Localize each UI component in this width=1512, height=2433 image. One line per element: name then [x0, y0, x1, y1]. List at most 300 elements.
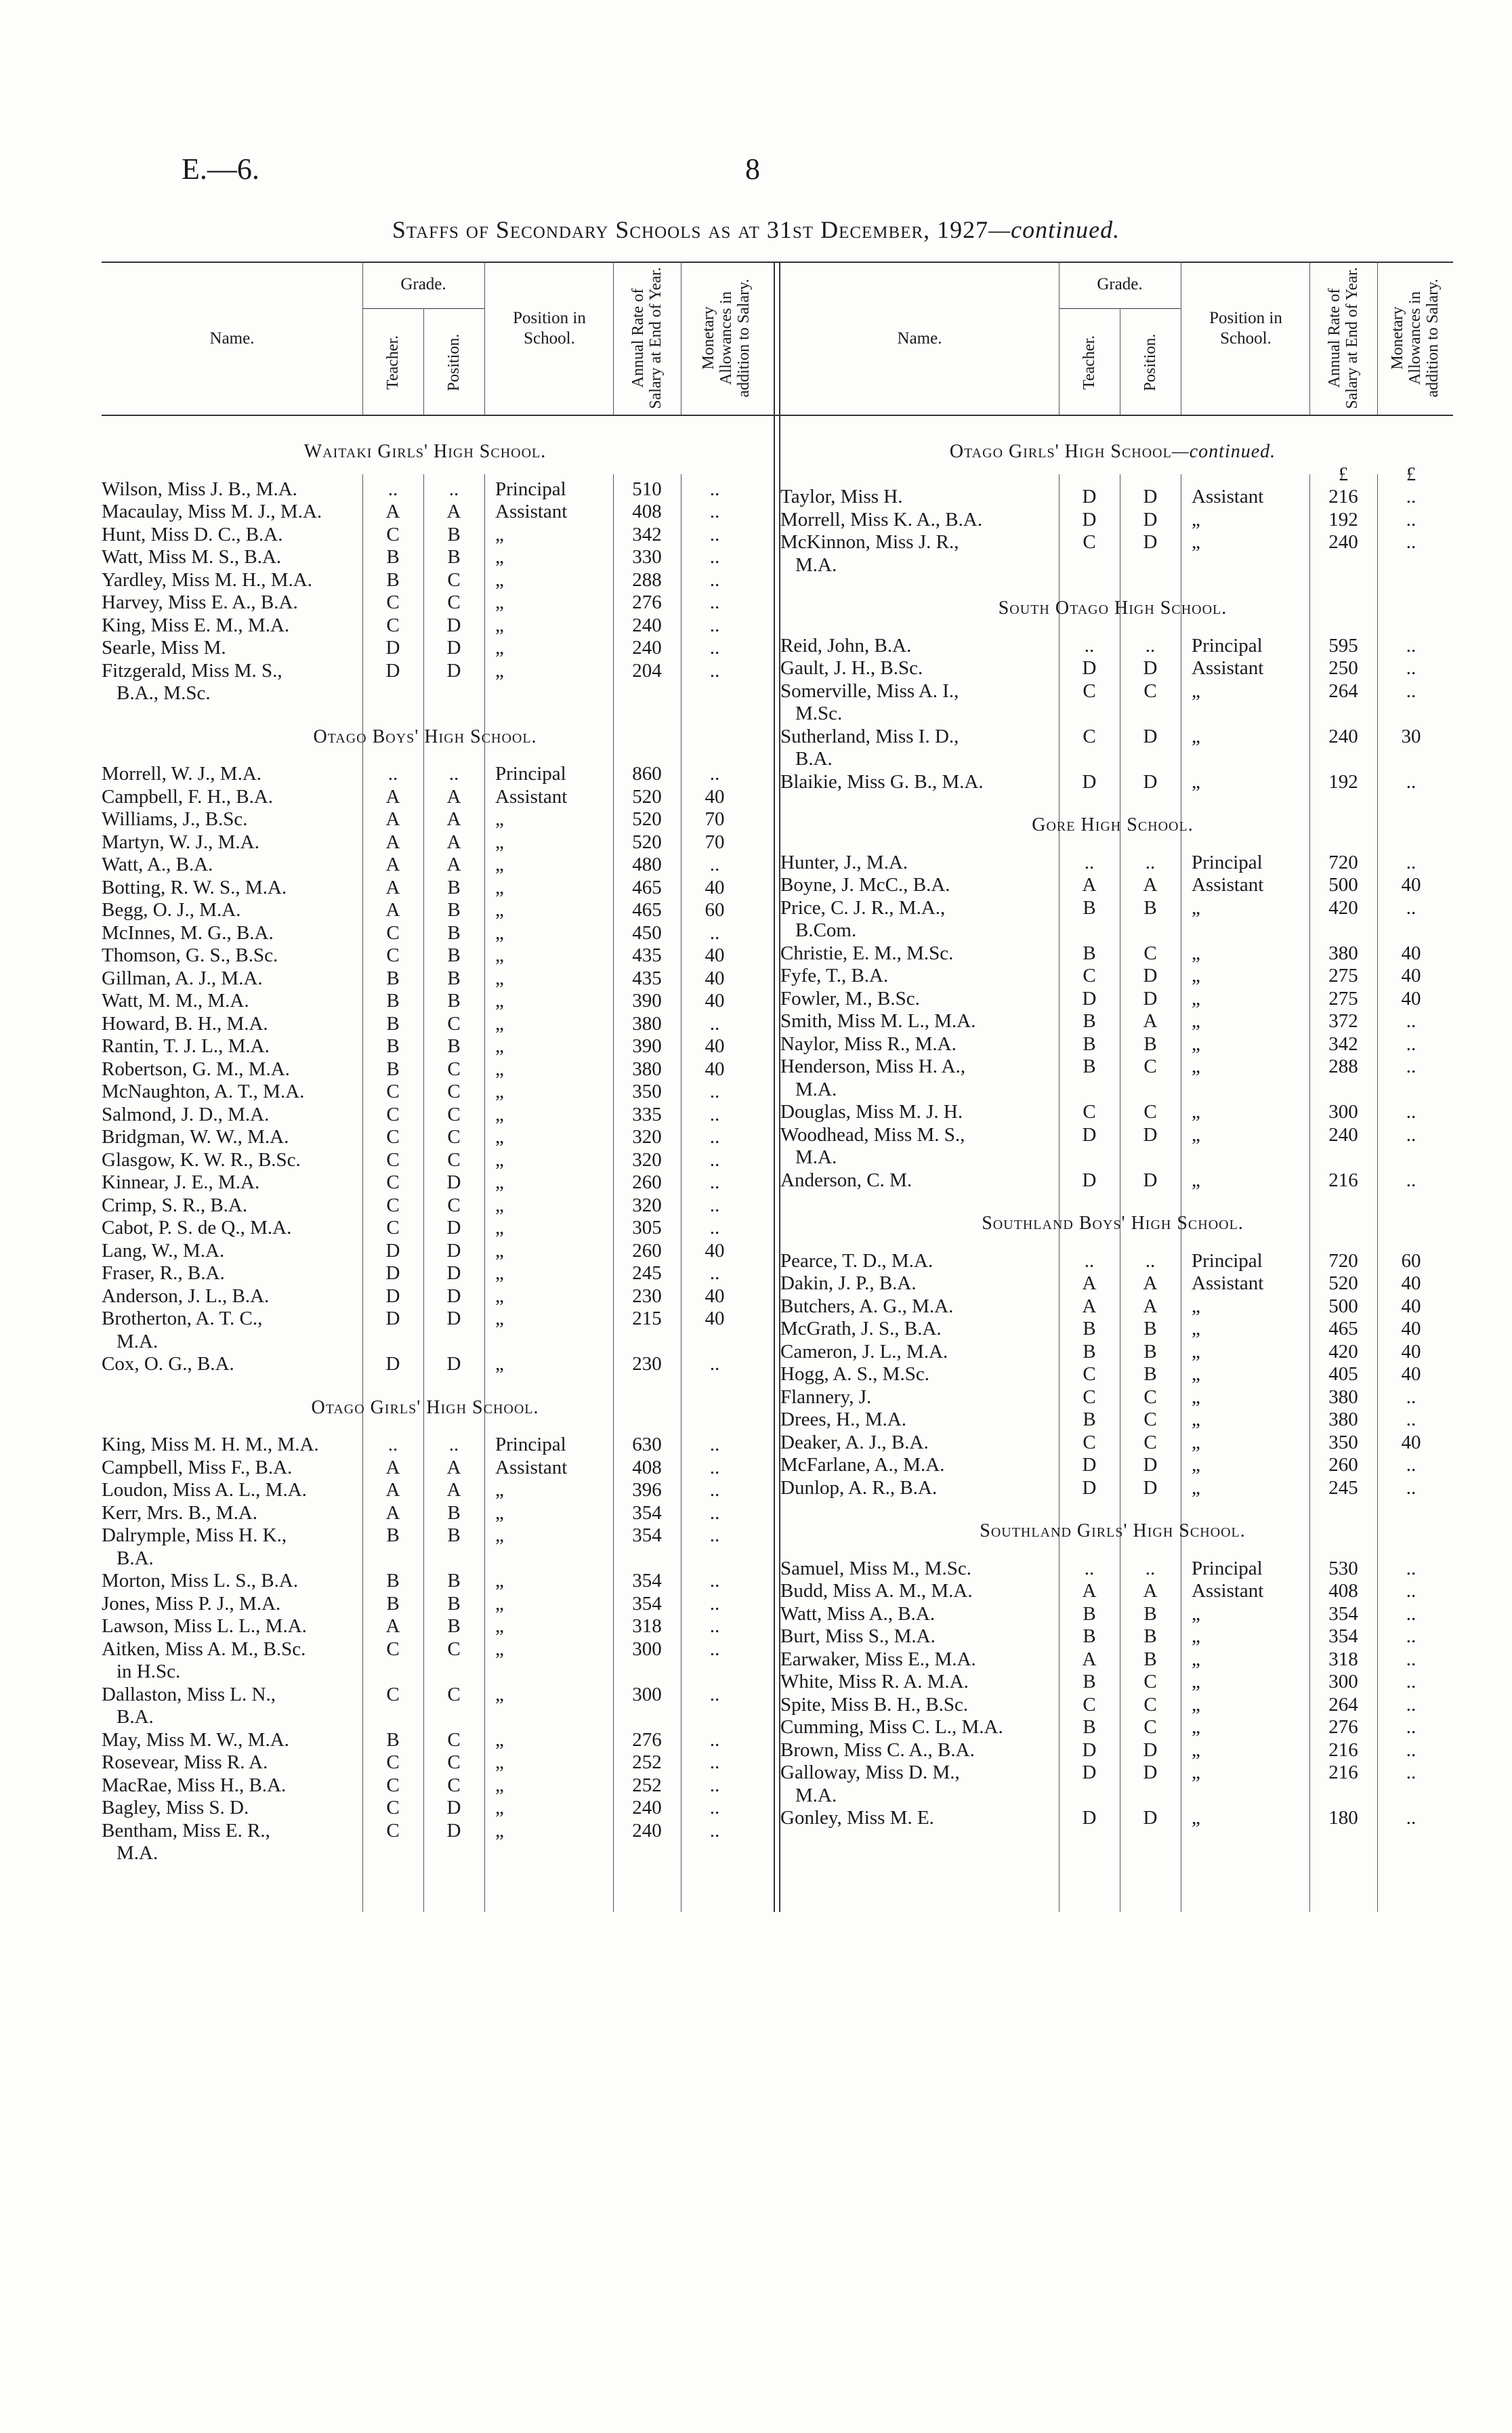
position-grade: A: [446, 785, 461, 808]
annual-salary: 860: [632, 763, 662, 785]
position-grade: D: [446, 1262, 461, 1284]
annual-salary: 720: [1328, 1249, 1358, 1272]
table-row: [102, 1751, 779, 1774]
table-row: [780, 1386, 1458, 1409]
monetary-allowance: ..: [1406, 1807, 1416, 1829]
table-row: [780, 1558, 1458, 1581]
annual-salary: 275: [1328, 965, 1358, 986]
teacher-grade: C: [1083, 1386, 1096, 1408]
table-row: [780, 726, 1458, 771]
position-grade: C: [447, 1058, 461, 1080]
monetary-allowance: 40: [705, 1285, 725, 1307]
teacher-grade: C: [1083, 531, 1096, 553]
staff-name: [780, 1432, 1059, 1455]
position-grade: D: [1143, 1762, 1158, 1783]
monetary-allowance: ..: [709, 1194, 720, 1216]
monetary-allowance: ..: [709, 591, 720, 613]
position-in-school: Assistant: [495, 501, 568, 522]
monetary-allowance: ..: [1406, 1671, 1416, 1692]
position-in-school: „: [1192, 1409, 1200, 1430]
position-in-school: „: [1192, 1169, 1200, 1191]
staff-name: [102, 1684, 362, 1729]
monetary-allowance: ..: [1406, 1762, 1416, 1783]
staff-name: [102, 1194, 362, 1218]
school-heading-text: Waitaki Girls' High School.: [303, 441, 547, 462]
teacher-grade: B: [386, 546, 400, 568]
staff-name: [780, 1386, 1059, 1409]
annual-salary: 276: [632, 591, 662, 613]
staff-name: [102, 501, 362, 524]
staff-name: [780, 1477, 1059, 1500]
school-heading-text: Otago Boys' High School.: [313, 726, 537, 747]
staff-name-line: Flannery, J.: [780, 1386, 872, 1408]
teacher-grade: D: [1082, 770, 1097, 793]
table-row: [102, 1308, 779, 1353]
staff-name-continued: B.A.: [117, 1706, 154, 1728]
annual-salary: 320: [632, 1148, 662, 1171]
teacher-grade: D: [385, 1308, 400, 1329]
teacher-grade: A: [385, 831, 400, 853]
position-grade: ..: [448, 763, 459, 785]
position-in-school: Principal: [1192, 634, 1263, 657]
position-grade: C: [1143, 1101, 1157, 1123]
teacher-grade: B: [386, 1035, 400, 1057]
table-row: [102, 786, 779, 809]
section-spacer: [102, 1419, 779, 1434]
teacher-grade: B: [1083, 1716, 1096, 1738]
annual-salary: 408: [632, 1456, 662, 1478]
annual-salary: 350: [1328, 1431, 1358, 1453]
teacher-grade: B: [386, 1728, 400, 1751]
staff-name-line: Fyfe, T., B.A.: [780, 965, 889, 986]
position-grade: D: [446, 1171, 461, 1193]
monetary-allowance: ..: [709, 1615, 720, 1637]
position-grade: ..: [448, 1434, 459, 1455]
monetary-allowance: ..: [1406, 1033, 1416, 1055]
annual-salary: 252: [632, 1751, 662, 1773]
teacher-grade: A: [1082, 1648, 1097, 1670]
page-number: 8: [745, 152, 760, 186]
position-in-school: „: [495, 1479, 504, 1501]
staff-name: [780, 1272, 1059, 1295]
table-row: [102, 922, 779, 945]
staff-name-line: Smith, Miss M. L., M.A.: [780, 1010, 976, 1032]
teacher-grade: C: [386, 1217, 400, 1239]
staff-name-line: Burt, Miss S., M.A.: [780, 1625, 936, 1647]
annual-salary: 245: [1328, 1476, 1358, 1499]
position-in-school: „: [1192, 1625, 1200, 1647]
table-row: [780, 1454, 1458, 1477]
position-in-school: „: [1192, 1716, 1200, 1738]
annual-salary: 300: [1328, 1671, 1358, 1692]
teacher-grade: D: [1082, 1762, 1097, 1783]
staff-name: [102, 1285, 362, 1308]
school-heading-text: Southland Girls' High School.: [980, 1520, 1246, 1541]
monetary-allowance: ..: [1406, 1454, 1416, 1476]
teacher-grade: D: [1082, 1454, 1097, 1476]
staff-name: [102, 1502, 362, 1525]
table-row: [102, 615, 779, 638]
staff-name-continued: B.A.: [795, 748, 833, 770]
staff-name: [102, 1774, 362, 1797]
annual-salary: 330: [632, 546, 662, 568]
monetary-allowance: 40: [1401, 965, 1421, 986]
staff-name-line: Fraser, R., B.A.: [102, 1262, 225, 1284]
monetary-allowance: ..: [1406, 1169, 1416, 1191]
table-row: [780, 1477, 1458, 1500]
annual-salary: 264: [1328, 1693, 1358, 1715]
table-row: [780, 1671, 1458, 1694]
position-in-school: „: [495, 1126, 504, 1148]
section-spacer: [102, 1376, 779, 1396]
staff-name: [780, 1762, 1059, 1807]
staff-name-line: Howard, B. H., M.A.: [102, 1012, 268, 1035]
teacher-grade: A: [385, 899, 400, 921]
page-title-suffix: —continued.: [988, 216, 1120, 243]
table-row: [780, 1250, 1458, 1273]
position-in-school: „: [1192, 508, 1200, 531]
monetary-allowance: 40: [1401, 1272, 1421, 1294]
table-row: [102, 1285, 779, 1308]
staff-name-line: Rosevear, Miss R. A.: [102, 1751, 268, 1773]
position-in-school: „: [1192, 1056, 1200, 1077]
monetary-allowance: 40: [705, 967, 725, 989]
annual-salary: 380: [1328, 1386, 1358, 1408]
position-grade: D: [446, 659, 461, 682]
staff-name: [780, 635, 1059, 658]
position-in-school: „: [1192, 1295, 1200, 1317]
teacher-grade: B: [1083, 1340, 1096, 1363]
monetary-allowance: 40: [705, 1035, 725, 1057]
position-in-school: „: [1192, 1807, 1200, 1829]
annual-salary: 380: [632, 1012, 662, 1035]
staff-name-line: Fitzgerald, Miss M. S.,: [102, 659, 282, 682]
position-in-school: „: [495, 1194, 504, 1216]
annual-salary: 335: [632, 1103, 662, 1125]
staff-name-continued: M.A.: [795, 1078, 837, 1100]
staff-name: [780, 1580, 1059, 1603]
monetary-allowance: ..: [1406, 1123, 1416, 1146]
staff-name: [102, 615, 362, 638]
col-header-name: Name.: [209, 329, 255, 348]
staff-name-continued: M.Sc.: [795, 703, 843, 724]
staff-name-line: Lawson, Miss L. L., M.A.: [102, 1615, 307, 1637]
staff-name-line: Williams, J., B.Sc.: [102, 808, 248, 830]
staff-name-line: Sutherland, Miss I. D.,: [780, 725, 959, 747]
monetary-allowance: ..: [709, 1819, 720, 1842]
table-row: [102, 854, 779, 877]
staff-name-line: McInnes, M. G., B.A.: [102, 921, 274, 944]
teacher-grade: D: [1082, 1123, 1097, 1146]
teacher-grade: A: [385, 785, 400, 808]
teacher-grade: D: [385, 1262, 400, 1284]
table-row: [780, 1648, 1458, 1671]
position-grade: D: [1143, 486, 1158, 507]
teacher-grade: B: [386, 1524, 400, 1546]
staff-name-line: Dalrymple, Miss H. K.,: [102, 1524, 287, 1546]
table-row: [102, 1593, 779, 1616]
monetary-allowance: 40: [705, 1239, 725, 1262]
staff-name: [102, 968, 362, 991]
position-grade: ..: [448, 478, 459, 500]
table-row: [780, 1033, 1458, 1056]
teacher-grade: C: [1083, 1363, 1096, 1385]
staff-name-line: Bagley, Miss S. D.: [102, 1797, 249, 1818]
staff-name: [102, 877, 362, 900]
staff-name-line: Crimp, S. R., B.A.: [102, 1194, 248, 1216]
staff-name-line: White, Miss R. A. M.A.: [780, 1671, 969, 1692]
col-header-grade: Grade.: [1097, 275, 1143, 293]
staff-name-line: Watt, A., B.A.: [102, 854, 213, 875]
position-grade: A: [1143, 1272, 1158, 1294]
teacher-grade: B: [1083, 896, 1096, 919]
staff-name-line: Reid, John, B.A.: [780, 634, 912, 657]
annual-salary: 396: [632, 1479, 662, 1501]
staff-name: [102, 1126, 362, 1149]
monetary-allowance: 40: [1401, 942, 1421, 964]
position-in-school: „: [495, 899, 504, 921]
table-row: [780, 1101, 1458, 1124]
staff-name: [780, 852, 1059, 875]
monetary-allowance: ..: [709, 478, 720, 500]
position-in-school: „: [1192, 896, 1200, 919]
table-row: [780, 1432, 1458, 1455]
table-row: [780, 657, 1458, 680]
position-grade: D: [446, 1819, 461, 1842]
annual-salary: 180: [1328, 1807, 1358, 1829]
staff-name-line: MacRae, Miss H., B.A.: [102, 1774, 287, 1796]
position-grade: B: [1143, 1625, 1157, 1647]
teacher-grade: C: [386, 921, 400, 944]
teacher-grade: C: [386, 1148, 400, 1171]
monetary-allowance: ..: [709, 1148, 720, 1171]
staff-name-line: Anderson, J. L., B.A.: [102, 1285, 270, 1307]
staff-name: [780, 1603, 1059, 1626]
table-row: [102, 1820, 779, 1865]
teacher-grade: C: [386, 1683, 400, 1705]
monetary-allowance: ..: [709, 854, 720, 875]
staff-name: [780, 1363, 1059, 1386]
position-in-school: „: [495, 944, 504, 966]
annual-salary: 320: [632, 1126, 662, 1148]
table-row: [102, 637, 779, 660]
table-row: [102, 1434, 779, 1457]
table-row: [780, 1124, 1458, 1169]
table-row: [102, 1638, 779, 1684]
section-spacer: [780, 1543, 1458, 1558]
monetary-allowance: ..: [709, 1171, 720, 1193]
position-grade: B: [447, 876, 461, 898]
table-row: [102, 1774, 779, 1797]
monetary-allowance: ..: [709, 763, 720, 785]
teacher-grade: D: [385, 659, 400, 682]
header-col-rule: [1309, 262, 1310, 415]
staff-name-line: Searle, Miss M.: [102, 637, 226, 659]
teacher-grade: C: [1083, 1693, 1096, 1715]
position-in-school: „: [1192, 987, 1200, 1010]
table-row: [102, 1013, 779, 1036]
position-grade: C: [1143, 1056, 1157, 1077]
position-grade: A: [1143, 874, 1158, 896]
right-table-panel: [780, 440, 1458, 1830]
monetary-allowance: ..: [709, 1501, 720, 1524]
staff-name-line: Budd, Miss A. M., M.A.: [780, 1580, 973, 1602]
staff-name: [780, 942, 1059, 965]
staff-name: [102, 922, 362, 945]
section-spacer: [780, 793, 1458, 814]
col-header-teacher: Teacher.: [1080, 335, 1098, 390]
staff-name-line: Henderson, Miss H. A.,: [780, 1056, 966, 1077]
teacher-grade: D: [385, 1353, 400, 1375]
currency-unit-row: [780, 463, 1458, 486]
position-grade: D: [1143, 987, 1158, 1010]
annual-salary: 465: [632, 899, 662, 921]
position-grade: B: [1143, 1602, 1157, 1625]
position-in-school: „: [495, 637, 504, 659]
staff-name: [780, 1250, 1059, 1273]
position-in-school: „: [1192, 965, 1200, 986]
teacher-grade: A: [1082, 1580, 1097, 1602]
staff-name-line: Campbell, F. H., B.A.: [102, 785, 274, 808]
staff-name: [102, 591, 362, 615]
staff-name-line: Cumming, Miss C. L., M.A.: [780, 1716, 1003, 1738]
teacher-grade: B: [386, 1058, 400, 1080]
teacher-grade: D: [1082, 486, 1097, 507]
position-in-school: „: [495, 1501, 504, 1524]
staff-name-continued: in H.Sc.: [117, 1661, 181, 1682]
position-in-school: „: [1192, 1010, 1200, 1032]
position-grade: A: [446, 501, 461, 522]
position-in-school: „: [495, 614, 504, 636]
position-grade: D: [1143, 1476, 1158, 1499]
table-row: [780, 1739, 1458, 1762]
position-in-school: „: [495, 1797, 504, 1818]
staff-name: [780, 1716, 1059, 1739]
table-row: [102, 1353, 779, 1376]
monetary-allowance: ..: [1406, 1580, 1416, 1602]
staff-name-line: Galloway, Miss D. M.,: [780, 1762, 960, 1783]
monetary-allowance: 40: [1401, 1318, 1421, 1339]
school-heading: [102, 440, 749, 463]
staff-name: [102, 1434, 362, 1457]
position-grade: B: [1143, 1340, 1157, 1363]
teacher-grade: A: [1082, 1272, 1097, 1294]
annual-salary: 380: [632, 1058, 662, 1080]
teacher-grade: C: [386, 1126, 400, 1148]
staff-name: [102, 1353, 362, 1376]
page-title-main: Staffs of Secondary Schools as at 31st December, 1927: [392, 216, 989, 243]
annual-salary: 450: [632, 921, 662, 944]
position-in-school: „: [495, 1728, 504, 1751]
annual-salary: 380: [1328, 1409, 1358, 1430]
annual-salary: 240: [632, 1819, 662, 1842]
col-header-name: Name.: [897, 329, 942, 348]
monetary-allowance: 40: [705, 1058, 725, 1080]
position-in-school: „: [1192, 1739, 1200, 1761]
annual-salary: 390: [632, 1035, 662, 1057]
monetary-allowance: ..: [709, 1570, 720, 1592]
position-in-school: „: [495, 546, 504, 568]
staff-name-line: Drees, H., M.A.: [780, 1409, 907, 1430]
staff-name-line: Brown, Miss C. A., B.A.: [780, 1739, 975, 1761]
table-row: [780, 635, 1458, 658]
staff-name-line: Harvey, Miss E. A., B.A.: [102, 591, 298, 613]
school-heading-text: Otago Girls' High School.: [311, 1396, 539, 1418]
table-row: [780, 1295, 1458, 1318]
teacher-grade: D: [385, 1285, 400, 1307]
staff-name-line: Samuel, Miss M., M.Sc.: [780, 1557, 971, 1579]
position-grade: ..: [1145, 851, 1156, 873]
monetary-allowance: ..: [709, 614, 720, 636]
staff-name: [780, 1124, 1059, 1169]
staff-name-line: Morrell, Miss K. A., B.A.: [780, 508, 983, 531]
teacher-grade: C: [386, 1638, 400, 1660]
teacher-grade: A: [385, 876, 400, 898]
teacher-grade: C: [386, 1194, 400, 1216]
col-header-position-in-school: Position in School.: [513, 309, 586, 348]
staff-name-line: Fowler, M., B.Sc.: [780, 987, 920, 1010]
staff-name-continued: M.A.: [795, 1146, 837, 1168]
monetary-allowance: ..: [1406, 1409, 1416, 1430]
monetary-allowance: ..: [709, 921, 720, 944]
position-in-school: „: [1192, 1671, 1200, 1692]
monetary-allowance: 40: [1401, 1295, 1421, 1317]
staff-name: [102, 1457, 362, 1480]
monetary-allowance: ..: [1406, 1693, 1416, 1715]
table-row: [102, 1797, 779, 1820]
position-in-school: „: [495, 1524, 504, 1546]
position-in-school: „: [495, 1239, 504, 1262]
teacher-grade: ..: [387, 1434, 398, 1455]
monetary-allowance: 70: [705, 808, 725, 830]
monetary-allowance: ..: [1406, 851, 1416, 873]
position-grade: B: [447, 990, 461, 1012]
staff-name-line: Wilson, Miss J. B., M.A.: [102, 478, 297, 500]
annual-salary: 240: [632, 614, 662, 636]
teacher-grade: D: [1082, 1169, 1097, 1191]
table-row: [102, 1570, 779, 1593]
teacher-grade: ..: [1084, 1557, 1095, 1579]
position-grade: C: [447, 1081, 461, 1102]
section-spacer: [780, 577, 1458, 597]
annual-salary: 230: [632, 1353, 662, 1375]
school-heading: [102, 1396, 749, 1419]
annual-salary: 264: [1328, 680, 1358, 702]
position-in-school: „: [1192, 1648, 1200, 1670]
monetary-allowance: 60: [1401, 1249, 1421, 1272]
monetary-allowance: ..: [709, 1728, 720, 1751]
position-in-school: „: [1192, 1123, 1200, 1146]
table-row: [102, 1058, 779, 1081]
monetary-allowance: ..: [709, 1797, 720, 1818]
table-row: [780, 897, 1458, 942]
teacher-grade: C: [1083, 1431, 1096, 1453]
staff-name-line: Cox, O. G., B.A.: [102, 1353, 234, 1375]
position-in-school: Assistant: [495, 1456, 568, 1478]
staff-name: [102, 478, 362, 501]
staff-name-line: McGrath, J. S., B.A.: [780, 1318, 942, 1339]
teacher-grade: D: [385, 637, 400, 659]
staff-name-line: Hogg, A. S., M.Sc.: [780, 1363, 929, 1385]
table-row: [102, 478, 779, 501]
table-row: [780, 1363, 1458, 1386]
staff-name-line: Kerr, Mrs. B., M.A.: [102, 1501, 258, 1524]
annual-salary: 320: [632, 1194, 662, 1216]
staff-name-line: Somerville, Miss A. I.,: [780, 680, 959, 702]
annual-salary: 240: [632, 637, 662, 659]
annual-salary: 240: [1328, 725, 1358, 747]
position-in-school: „: [495, 1683, 504, 1705]
